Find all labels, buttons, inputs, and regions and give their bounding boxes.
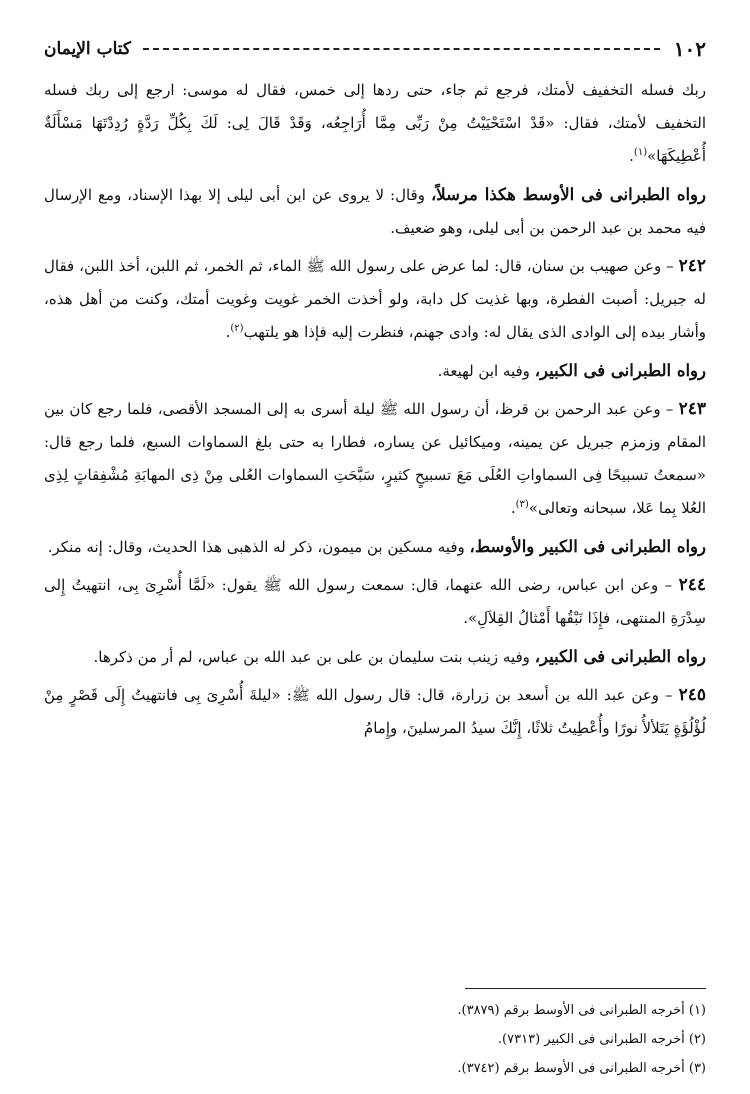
paragraph: ربك فسله التخفيف لأمتك، فرجع ثم جاء، حتى ردها إلى خمس، فقال له موسى: ارجع إلى ربك فسله التخفيف لأمتك، فقال: «قَدْ اسْتَحْيَيْتُ مِنْ رَبِّى مِمَّا أُرَاجِعُه، وَقَدْ قَالَ لِى: لَكَ بِكُلِّ رَدَّةٍ رُدِدْتَهَا مَسْأَلَةٌ أُعْطِيكَهَا»$^{(١)}$. (44, 81, 706, 165)
document-page (44, 22, 706, 1082)
page-body (44, 74, 706, 750)
footnote-item: (٢) أخرجه الطبرانى فى الكبير (٧٣١٣). (497, 1032, 706, 1047)
source-note: رواه الطبرانى فى الكبير، وفيه ابن لهيعة. (437, 361, 706, 380)
source-label: رواه الطبرانى فى الكبير، (534, 647, 706, 666)
hadith-number: ٢٤٤ (678, 575, 706, 595)
hadith-number: ٢٤٥ (678, 685, 706, 705)
source-note: رواه الطبرانى فى الكبير، وفيه زينب بنت سليمان بن على بن عبد الله بن عباس، لم أر من ذكرها. (93, 647, 706, 666)
footnote-item: (٣) أخرجه الطبرانى فى الأوسط برقم (٣٧٤٢). (457, 1061, 706, 1076)
footnote-separator (465, 988, 706, 989)
hadith-number: ٢٤٣ (678, 399, 706, 419)
hadith-paragraph: ٢٤٢ – وعن صهيب بن سنان، قال: لما عرض على رسول الله ﷺ الماء، ثم الخمر، ثم اللبن، أخذ اللبن، فقال له جبريل: أصبت الفطرة، وبها غذيت كل دابة، ولو أخذت الخمر غويت وغويت أمتك، وكنت من أهل هذه، وأشار بيده إلى الوادى الذى يقال له: وادى جهنم، فنظرت إليه فإذا هو يلتهب$^{(٢)}$. (44, 256, 706, 341)
chapter-title: كتاب الإيمان (44, 39, 131, 59)
source-note: رواه الطبرانى فى الكبير والأوسط، وفيه مسكين بن ميمون، ذكر له الذهبى هذا الحديث، وقال: إنه منكر. (47, 537, 706, 556)
hadith-paragraph: ٢٤٤ – وعن ابن عباس، رضى الله عنهما، قال: سمعت رسول الله ﷺ يقول: «لَمَّا أُسْرِىَ بِى، انتهيتُ إِلى سِدْرَةِ المنتهى، فإِذَا نَبْقُها أَمْثالُ القِلاَلِ». (44, 575, 706, 627)
hadith-number: ٢٤٢ (678, 256, 706, 276)
source-note: رواه الطبرانى فى الأوسط هكذا مرسلاً، وقال: لا يروى عن ابن أبى ليلى إلا بهذا الإسناد، ومع الإرسال فيه محمد بن عبد الرحمن بن أبى ليلى، وهو ضعيف. (44, 185, 706, 237)
source-label: رواه الطبرانى فى الأوسط هكذا مرسلاً، (430, 185, 706, 204)
source-label: رواه الطبرانى فى الكبير، (534, 361, 706, 380)
page-number: ١٠٢ (673, 37, 706, 61)
footnote-ref: (٢) (230, 323, 244, 334)
footnote-ref: (١) (633, 147, 648, 158)
source-label: رواه الطبرانى فى الكبير والأوسط، (469, 537, 706, 556)
hadith-paragraph: ٢٤٣ – وعن عبد الرحمن بن قرظ، أن رسول الله ﷺ ليلة أسرى به إلى المسجد الأقصى، فلما رجع كان بين المقام وزمزم جبريل عن يمينه، وميكائيل عن يساره، فطارا به حتى بلغ السماوات السبع، فلما رجع قال: «سمعتُ تسبيحًا فِى السماواتِ العُلَى مَعَ تسبيحٍ كثيرٍ، سَبَّحَتِ السماوات العُلى مِنْ ذِى المهابَةِ مُشْفِقاتٍ لِذِى العُلا بِما عَلا، سبحانه وتعالى»$^{(٣)}$. (44, 399, 706, 517)
page-header (44, 36, 706, 62)
header-dashed-rule (143, 48, 660, 50)
hadith-paragraph: ٢٤٥ – وعن عبد الله بن أسعد بن زرارة، قال: قال رسول الله ﷺ: «ليلةَ أُسْرِىَ بِى فانتهيتُ إِلَى قَصْرٍ مِنْ لُؤْلُؤَةٍ يَتَلألأُ نورًا وأُعْطِيتُ ثلاثًا، إِنَّكَ سيدُ المرسلينَ، وإِمامُ (44, 685, 706, 737)
footnote-ref: (٣) (515, 499, 529, 510)
footnote-item: (١) أخرجه الطبرانى فى الأوسط برقم (٣٨٧٩). (457, 1003, 706, 1018)
footnotes (44, 996, 706, 1082)
